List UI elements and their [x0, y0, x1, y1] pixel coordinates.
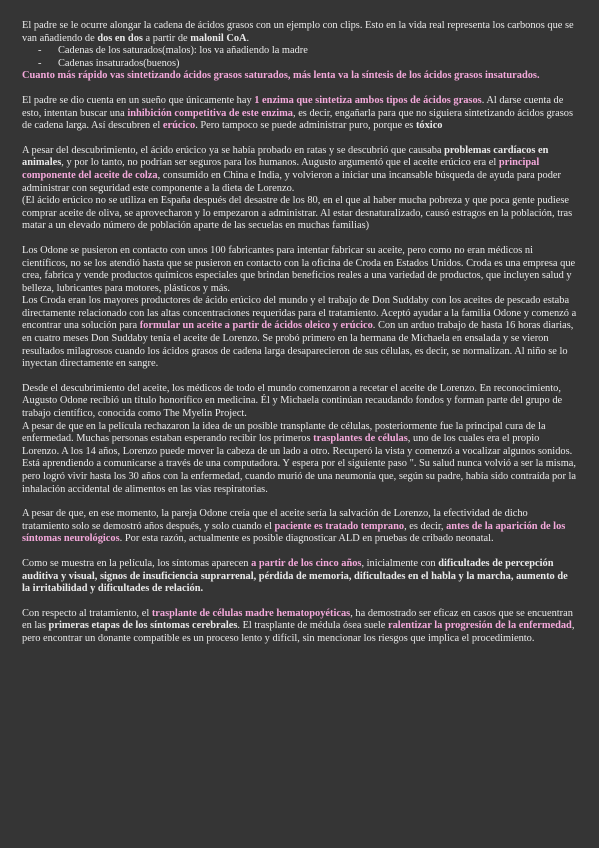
text: A pesar de que en la película rechazaron la idea de un posible transplante de células, posteriormente fue la principal cura de la enfermedad. Muchas personas estaban esperando recibir los primeros [22, 420, 546, 445]
highlight-text: a partir de los cinco años [251, 557, 362, 569]
paragraph-effectiveness [22, 508, 577, 546]
highlight-text: inhibición competitiva de este enzima [127, 107, 293, 119]
paragraph-suddaby [22, 295, 577, 371]
text: , es decir, engañarla para que no siguiera sintetizando ácidos grasos de cadena larga. Así descubren el [22, 107, 574, 132]
text: Los Croda eran los mayores productores de ácido erúcico del mundo y el trabajo de Don Suddaby con los aceites de pescado estaba directamente relacionado con las altas concentraciones requeridas para el tratamiento. Aceptó ayudar a la familia Odone y comenzó a encontrar una solución para [22, 295, 577, 332]
highlight-text: trasplante de células madre hematopoyéticas [151, 607, 351, 619]
text: a partir de [142, 32, 191, 44]
text: , ha demostrado ser eficaz en casos que se encuentran en las [22, 607, 573, 632]
text: , uno de los cuales era el propio Lorenzo. A los 14 años, Lorenzo puede mover la cabeza de un lado a otro. Recuperó la vista y comenzó a vocalizar algunos sonidos. Está aprendiendo a comunicarse a través de una computadora. Y espera por el siguiente paso ". Su salud nunca volvió a ser la misma, pero logró vivir hasta los 30 años con la enfermedad, cuando murió de una neumonía que, según su padre, había sido contraída por la inhalación accidental de alimentos en las vías respiratorias. [22, 433, 577, 495]
text: El padre se dio cuenta en un sueño que únicamente hay [22, 94, 255, 106]
paragraph-clips [22, 20, 577, 45]
text: Con respecto al tratamiento, el [22, 607, 152, 619]
highlight-text: principal componente del aceite de colza [22, 157, 540, 181]
bold-text: dificultades de percepción auditiva y visual, signos de insuficiencia suprarrenal, pérdida de memoria, dificultades en el habla y la marcha, aumento de la irritabilidad y dificultades de relación. [22, 557, 568, 595]
bold-text: malonil CoA [190, 32, 247, 44]
text: . [246, 32, 250, 44]
text: . Con un arduo trabajo de hasta 16 horas diarias, en cuatro meses Don Suddaby tenía el aceite de Lorenzo. Se probó primero en la hermana de Michaela en ensalada y se vieron resultados milagrosos cuando los ácidos grasos de cadena larga desaparecieron de sus células, es decir, se normalizan. Al niño se lo inyectan directamente en sangre. [22, 320, 574, 370]
text: Como se muestra en la película, los síntomas aparecen [22, 557, 252, 569]
paragraph-spain-note: (El ácido erúcico no se utiliza en España después del desastre de los 80, en el que al haber mucha pobreza y que poca gente pudiese comprar aceite de oliva, se aprovecharon y lo empezaron a administrar. Al estar desnaturalizado, causó estragos en la población, tras matar a un elevado número de población aparte de las secuelas en muchas familias) [22, 195, 573, 232]
highlight-statement: Cuanto más rápido vas sintetizando ácidos grasos saturados, más lenta va la síntesis de los ácidos grasos insaturados. [22, 70, 540, 82]
text: , pero encontrar un donante compatible es un proceso lento y difícil, sin mencionar los riesgos que implica el procedimiento. [22, 620, 575, 644]
bold-text: primeras etapas de los síntomas cerebrales [48, 620, 238, 632]
highlight-text: antes de la aparición de los síntomas neurológicos [22, 520, 566, 545]
highlight-text: paciente es tratado temprano [274, 520, 405, 532]
text: A pesar del descubrimiento, el ácido erúcico ya se había probado en ratas y se descubrió que causaba [22, 144, 445, 156]
paragraph-symptoms [22, 558, 577, 596]
text: A pesar de que, en ese momento, la pareja Odone creía que el aceite sería la salvación de Lorenzo, la efectividad de dicho tratamiento solo se demostró años después, y solo cuando el [22, 508, 528, 532]
highlight-text: trasplantes de células [313, 433, 408, 445]
highlight-text: ralentizar la progresión de la enfermedad [388, 620, 572, 632]
text: , inicialmente con [361, 557, 439, 569]
bold-text: dos en dos [97, 32, 143, 44]
text: El padre se le ocurre alongar la cadena de ácidos grasos con un ejemplo con clips. Esto en la vida real representa los carbonos que se van añadiendo de [22, 20, 574, 44]
text: , es decir, [404, 520, 447, 532]
paragraph-erucic [22, 145, 577, 195]
list-item: - Cadenas insaturados(buenos) [38, 58, 577, 71]
text: . El trasplante de médula ósea suele [237, 620, 388, 632]
text: . Pero tampoco se puede administrar puro, porque es [195, 120, 416, 132]
paragraph-recognition: Desde el descubrimiento del aceite, los médicos de todo el mundo comenzaron a recetar el aceite de Lorenzo. En reconocimiento, Augusto Odone recibió un título honorífico en medicina. Él y Michaela continúan recaudando fondos y forman parte del grupo de trabajo científico, conocida como The Myelin Project. [22, 382, 563, 420]
bold-text: tóxico [415, 120, 443, 132]
bold-text: problemas cardíacos en animales [22, 144, 549, 169]
paragraph-transplant [22, 421, 577, 497]
paragraph-treatment [22, 608, 577, 646]
highlight-text: formular un aceite a partir de ácidos oleico y erúcico [139, 320, 373, 332]
highlight-text: erúcico [162, 120, 196, 132]
paragraph-enzyme [22, 95, 577, 133]
paragraph-croda: Los Odone se pusieron en contacto con unos 100 fabricantes para intentar fabricar su aceite, pero como no eran médicos ni científicos, no se los atendió hasta que se pusieron en contacto con la oficina de Croda en Estados Unidos. Croda es una empresa que crea, fabrica y vende productos químicos especiales que brindan beneficios reales a una variedad de productos, que incluyen salud y belleza, lubricantes para motores, plásticos y más. [22, 244, 576, 294]
text: . Al darse cuenta de esto, intentan buscar una [22, 94, 564, 119]
text: , consumido en China e India, y volvieron a iniciar una incansable búsqueda de ayuda para poder administrar con seguridad este componente a la dieta de Lorenzo. [22, 169, 561, 194]
text: , y por lo tanto, no podrían ser seguros para los humanos. Augusto argumentó que el aceite erúcico era el [61, 157, 499, 169]
highlight-text: 1 enzima que sintetiza ambos tipos de ácidos grasos [254, 94, 482, 106]
list-item: - Cadenas de los saturados(malos): los va añadiendo la madre [38, 45, 577, 58]
chain-list [22, 45, 577, 70]
text: . Por esta razón, actualmente es posible diagnosticar ALD en pruebas de cribado neonatal. [119, 533, 494, 545]
